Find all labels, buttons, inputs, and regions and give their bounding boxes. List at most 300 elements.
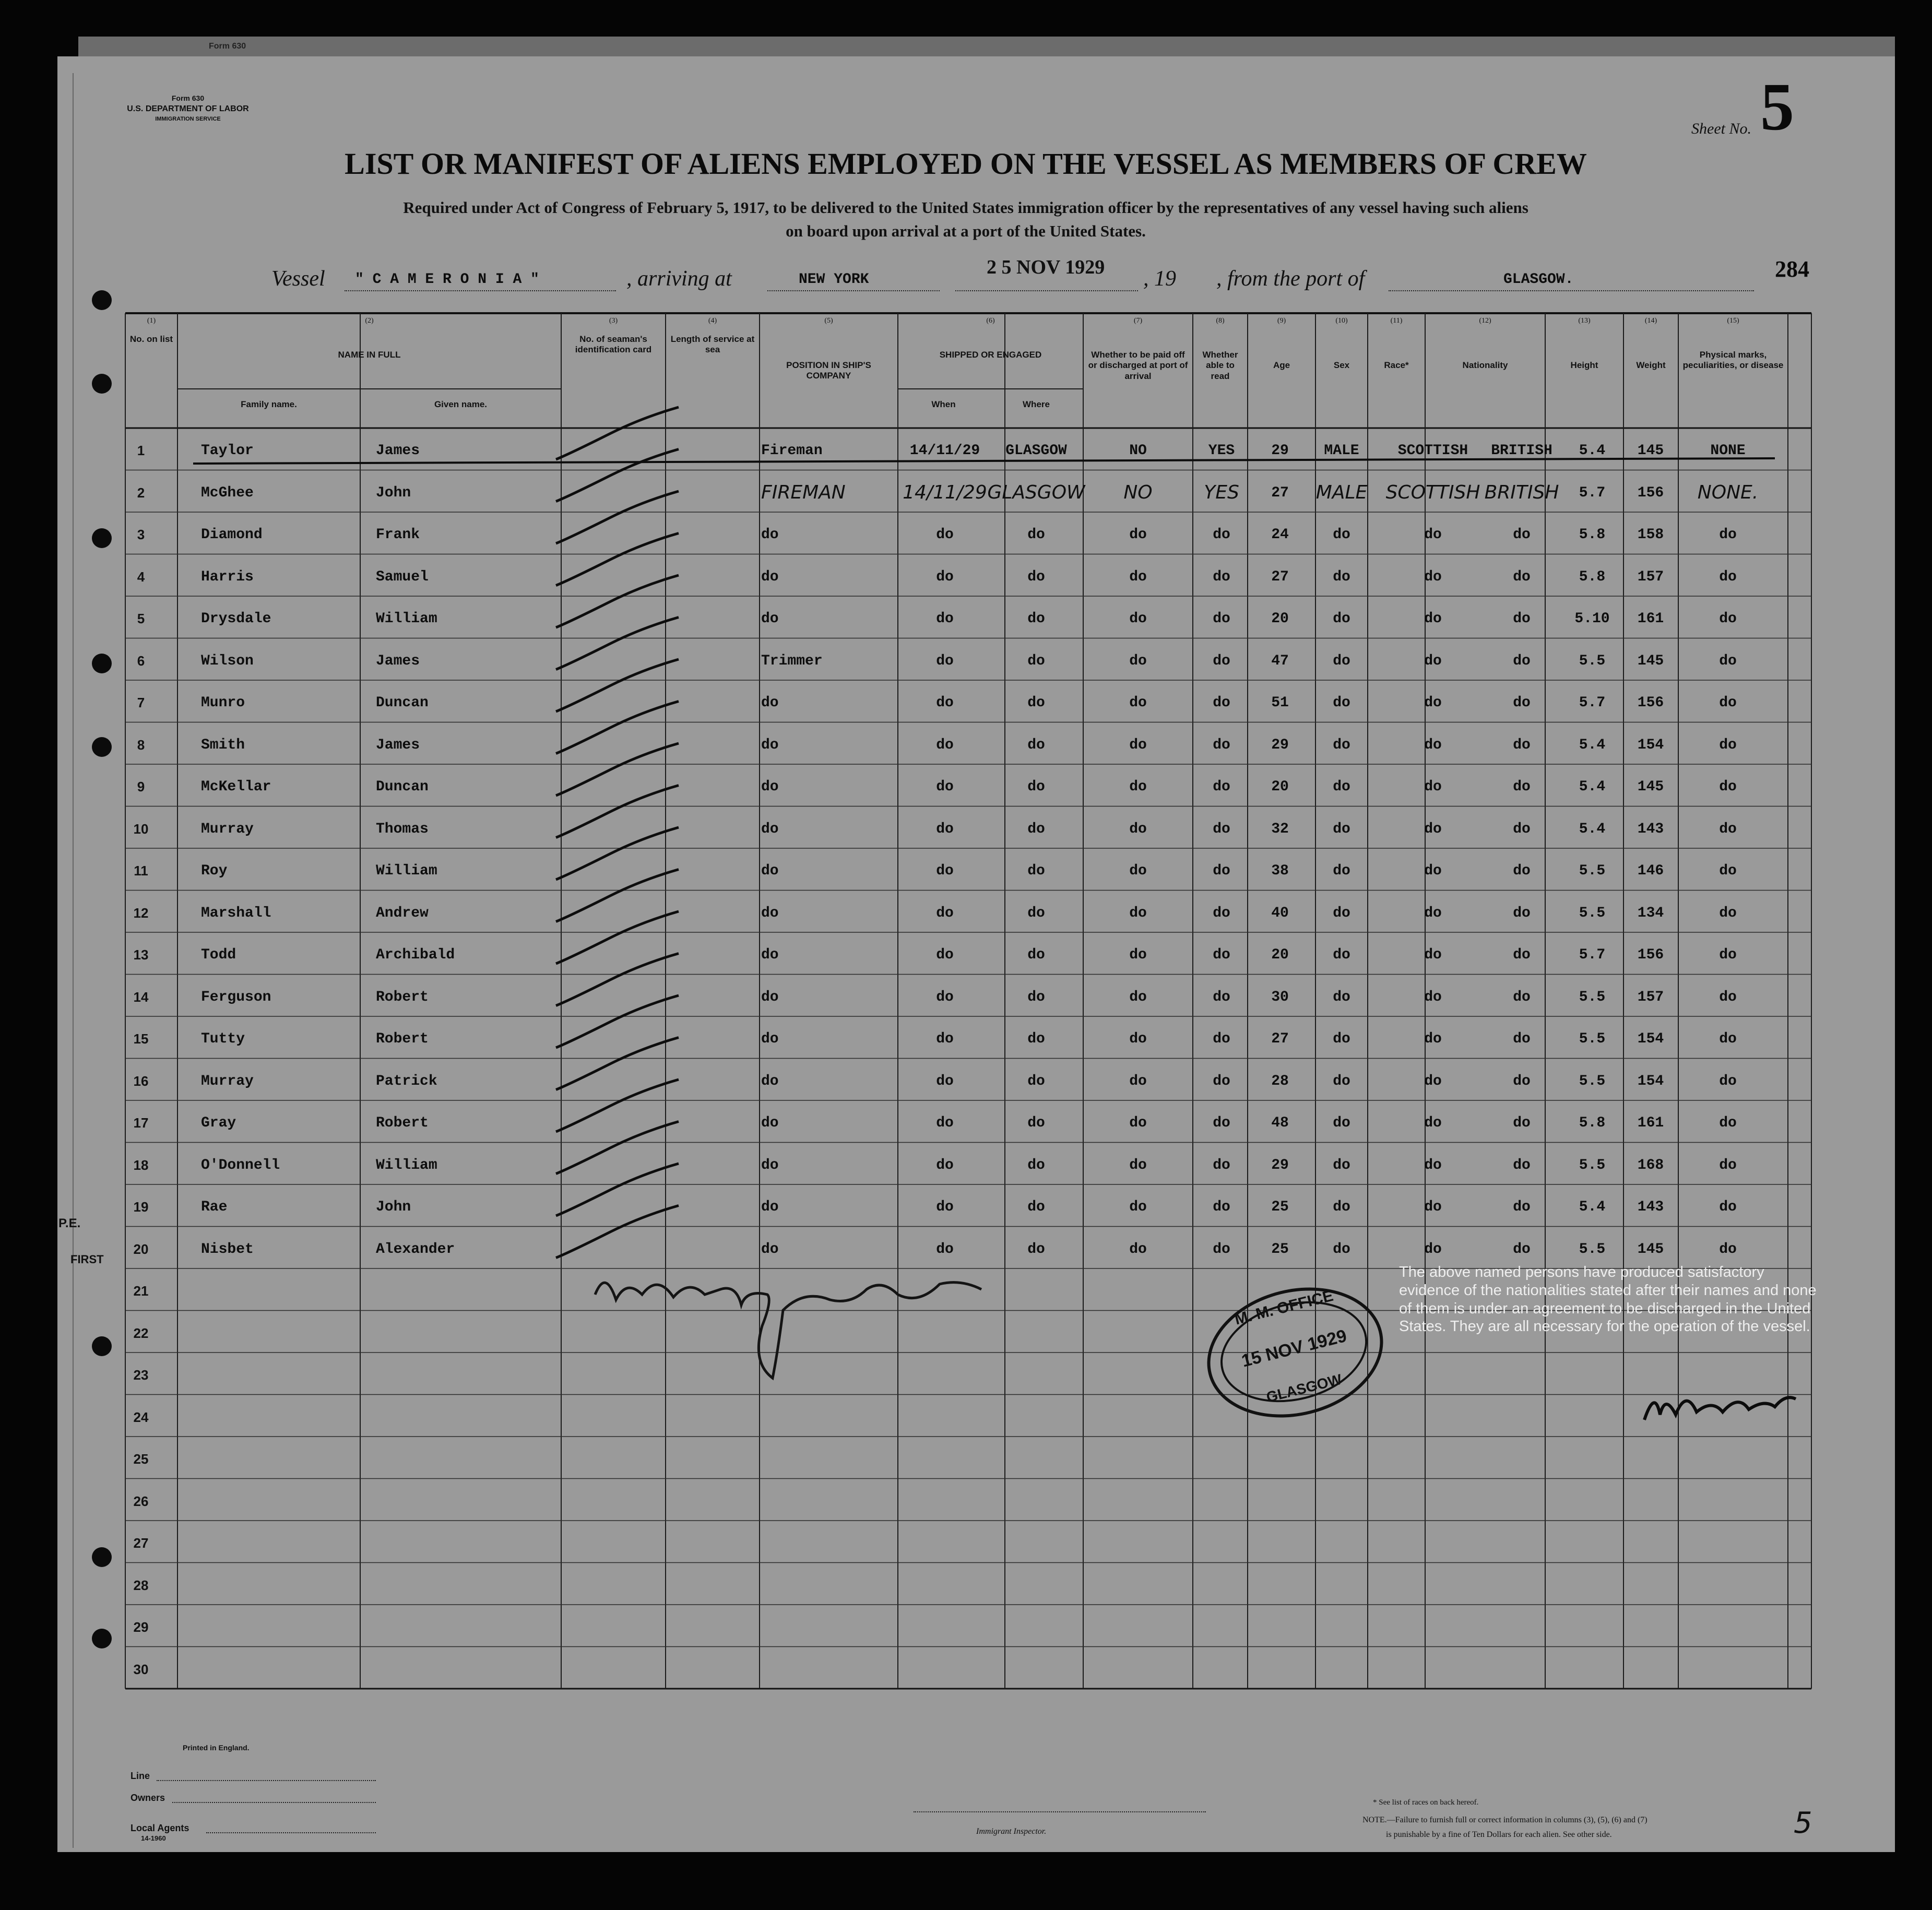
cell-paid: do — [1129, 1073, 1147, 1089]
cell-sex: do — [1333, 779, 1350, 795]
cell-position: do — [761, 821, 779, 837]
cell-when: do — [936, 1241, 954, 1257]
cell-nationality: do — [1513, 737, 1531, 753]
cell-marks: do — [1719, 737, 1737, 753]
cell-no: 11 — [134, 863, 148, 879]
card-check-mark — [556, 1206, 679, 1258]
cell-no: 5 — [137, 611, 145, 626]
cell-sex: do — [1333, 821, 1350, 837]
cell-where: do — [1027, 527, 1045, 543]
cell-nationality: do — [1513, 1199, 1531, 1215]
empty-row-number: 23 — [133, 1367, 149, 1383]
cell-sex: do — [1333, 905, 1350, 921]
cell-when: do — [936, 653, 954, 669]
cell-sex: do — [1333, 1073, 1350, 1089]
cell-where: do — [1027, 1073, 1045, 1089]
cell-paid: NO — [1129, 443, 1147, 459]
cell-sex: MALE — [1324, 443, 1359, 459]
cell-age: 32 — [1271, 821, 1289, 837]
cell-no: 7 — [137, 695, 145, 710]
cell-when: do — [936, 863, 954, 879]
cell-given: Andrew — [376, 905, 429, 921]
cell-age: 27 — [1271, 1031, 1289, 1047]
cell-where: do — [1027, 653, 1045, 669]
cell-height: 5.4 — [1579, 821, 1606, 837]
local-agents-label: Local Agents — [131, 1823, 189, 1833]
cell-sex: do — [1333, 1031, 1350, 1047]
cell-sex: do — [1333, 653, 1350, 669]
cell-where: do — [1027, 695, 1045, 711]
declaration-text: The above named persons have produced satisfactory evidence of the nationalities stated after their names and none of them is under an agreement to be discharged in the United States. They are all necessary for the operation of the vessel. — [1399, 1264, 1817, 1335]
cell-position: do — [761, 947, 779, 963]
cell-read: do — [1213, 1031, 1230, 1047]
card-check-mark — [556, 1038, 679, 1090]
cell-height: 5.5 — [1579, 989, 1606, 1005]
cell-read: do — [1213, 905, 1230, 921]
card-check-mark — [556, 533, 679, 586]
cell-sex: do — [1333, 947, 1350, 963]
cell-age: 20 — [1271, 611, 1289, 627]
column-number: (1) — [147, 317, 156, 325]
cell-when: do — [936, 1031, 954, 1047]
card-check-mark — [556, 1122, 679, 1174]
cell-marks: do — [1719, 1073, 1737, 1089]
cell-weight: 134 — [1637, 905, 1664, 921]
cell-position: do — [761, 905, 779, 921]
cell-given: Duncan — [376, 779, 429, 795]
column-header: NAME IN FULL — [338, 350, 401, 360]
cell-nationality: do — [1513, 1073, 1531, 1089]
card-check-mark — [556, 954, 679, 1006]
stamp-bottom-text: GLASGOW — [1264, 1371, 1344, 1406]
cell-position: do — [761, 568, 779, 585]
column-header: Length of service at sea — [670, 334, 755, 355]
cell-age: 29 — [1271, 737, 1289, 753]
cell-no: 19 — [133, 1199, 149, 1215]
cell-marks: do — [1719, 905, 1737, 921]
column-header: SHIPPED OR ENGAGED — [939, 350, 1042, 360]
cell-marks: do — [1719, 653, 1737, 669]
cell-no: 8 — [137, 737, 145, 753]
cell-sex: do — [1333, 989, 1350, 1005]
cell-weight: 145 — [1637, 779, 1664, 795]
cell-position: do — [761, 1157, 779, 1173]
cell-where: GLASGOW — [1005, 443, 1067, 459]
cell-marks: do — [1719, 989, 1737, 1005]
cell-weight: 154 — [1637, 737, 1664, 753]
column-number: (13) — [1578, 317, 1591, 325]
cell-age: 28 — [1271, 1073, 1289, 1089]
vessel-name: " C A M E R O N I A " — [355, 271, 539, 288]
cell-no: 16 — [133, 1073, 149, 1089]
printed-in-note: Printed in England. — [183, 1743, 250, 1752]
cell-where: do — [1027, 905, 1045, 921]
cell-when: do — [936, 737, 954, 753]
cell-weight: 158 — [1637, 527, 1664, 543]
column-header: Whether to be paid off or discharged at port of arrival — [1088, 350, 1188, 381]
cell-read: do — [1213, 947, 1230, 963]
cell-family: Harris — [201, 568, 254, 585]
master-signature — [1639, 1378, 1806, 1436]
cell-nationality: do — [1513, 695, 1531, 711]
cell-given: James — [376, 737, 420, 753]
cell-weight: 154 — [1637, 1031, 1664, 1047]
cell-marks: do — [1719, 779, 1737, 795]
cell-race: do — [1424, 611, 1442, 627]
column-number: (12) — [1479, 317, 1491, 325]
cell-given: Robert — [376, 1115, 429, 1131]
cell-position: do — [761, 863, 779, 879]
card-check-mark — [556, 743, 679, 796]
column-number: (10) — [1335, 317, 1348, 325]
cell-read: do — [1213, 695, 1230, 711]
column-number: (3) — [609, 317, 618, 325]
cell-weight: 145 — [1637, 443, 1664, 459]
form-number: Form 630 — [171, 94, 205, 102]
cell-when: do — [936, 989, 954, 1005]
card-check-mark — [556, 870, 679, 922]
cell-paid: do — [1129, 527, 1147, 543]
cell-position: do — [761, 1073, 779, 1089]
cell-where: GLASGOW — [987, 481, 1085, 503]
cell-weight: 157 — [1637, 568, 1664, 585]
cell-where: do — [1027, 821, 1045, 837]
cell-paid: NO — [1123, 481, 1153, 503]
column-header: No. on list — [129, 334, 173, 344]
cell-read: YES — [1208, 443, 1235, 459]
arriving-label: , arriving at — [626, 267, 732, 291]
cell-read: do — [1213, 1115, 1230, 1131]
cell-race: do — [1424, 1115, 1442, 1131]
column-header: Age — [1273, 360, 1290, 370]
cell-given: James — [376, 653, 420, 669]
cell-when: 14/11/29 — [903, 481, 987, 503]
cell-position: do — [761, 695, 779, 711]
cell-no: 4 — [137, 568, 145, 585]
cell-height: 5.4 — [1579, 443, 1606, 459]
cell-marks: do — [1719, 1115, 1737, 1131]
cell-nationality: do — [1513, 905, 1531, 921]
cell-when: do — [936, 1115, 954, 1131]
cell-race: do — [1424, 527, 1442, 543]
cell-read: do — [1213, 568, 1230, 585]
cell-weight: 146 — [1637, 863, 1664, 879]
cell-position: Trimmer — [761, 653, 823, 669]
cell-nationality: do — [1513, 821, 1531, 837]
cell-height: 5.5 — [1579, 1241, 1606, 1257]
line-label: Line — [131, 1771, 150, 1781]
cell-position: do — [761, 989, 779, 1005]
cell-family: Smith — [201, 737, 245, 753]
arrival-date-stamp: 2 5 NOV 1929 — [987, 256, 1105, 278]
empty-row-number: 27 — [133, 1535, 149, 1551]
cell-sex: do — [1333, 568, 1350, 585]
cell-nationality: do — [1513, 779, 1531, 795]
margin-mark-pe: P.E. — [58, 1216, 81, 1230]
cell-marks: do — [1719, 863, 1737, 879]
cell-position: do — [761, 527, 779, 543]
cell-nationality: BRITISH — [1484, 481, 1559, 503]
cell-weight: 156 — [1637, 695, 1664, 711]
column-header: No. of seaman's identification card — [575, 334, 652, 355]
nationality-declaration — [1399, 1263, 1817, 1336]
cell-given: Thomas — [376, 821, 429, 837]
card-check-mark — [556, 911, 679, 964]
cell-position: Fireman — [761, 443, 823, 459]
from-port-label: , from the port of — [1216, 267, 1365, 291]
cell-sex: do — [1333, 1199, 1350, 1215]
cell-no: 3 — [137, 527, 145, 542]
cell-race: do — [1424, 568, 1442, 585]
column-header: Physical marks, peculiarities, or disease — [1682, 350, 1784, 371]
cell-position: do — [761, 1031, 779, 1047]
cell-weight: 156 — [1637, 947, 1664, 963]
cell-read: do — [1213, 863, 1230, 879]
card-check-mark — [556, 995, 679, 1048]
cell-nationality: do — [1513, 1115, 1531, 1131]
cell-race: do — [1424, 695, 1442, 711]
cell-given: Samuel — [376, 568, 429, 585]
cell-when: do — [936, 1199, 954, 1215]
cell-age: 40 — [1271, 905, 1289, 921]
cell-nationality: do — [1513, 1031, 1531, 1047]
cell-race: do — [1424, 653, 1442, 669]
underlying-form-number: Form 630 — [209, 42, 246, 51]
cell-race: do — [1424, 863, 1442, 879]
cell-race: do — [1424, 947, 1442, 963]
card-check-mark — [556, 659, 679, 711]
cell-position: do — [761, 1115, 779, 1131]
column-header: Nationality — [1462, 360, 1508, 370]
margin-mark-first: FIRST — [70, 1253, 104, 1266]
cell-height: 5.4 — [1579, 737, 1606, 753]
column-number: (4) — [708, 317, 717, 325]
cell-family: Murray — [201, 1073, 254, 1089]
cell-family: McKellar — [201, 779, 271, 795]
form-subtitle-line1: Required under Act of Congress of February 5, 1917, to be delivered to the United States immigration officer by the representatives of any vessel having such aliens — [403, 198, 1528, 217]
cell-read: do — [1213, 1241, 1230, 1257]
cell-height: 5.5 — [1579, 1031, 1606, 1047]
cell-sex: do — [1333, 737, 1350, 753]
cell-race: do — [1424, 1241, 1442, 1257]
cell-weight: 145 — [1637, 1241, 1664, 1257]
cell-when: do — [936, 821, 954, 837]
cell-age: 20 — [1271, 779, 1289, 795]
cell-given: Patrick — [376, 1073, 437, 1089]
cell-weight: 157 — [1637, 989, 1664, 1005]
cell-nationality: do — [1513, 989, 1531, 1005]
arrival-port: NEW YORK — [799, 271, 869, 288]
cell-where: do — [1027, 568, 1045, 585]
cell-sex: do — [1333, 1241, 1350, 1257]
cell-weight: 154 — [1637, 1073, 1664, 1089]
cell-no: 17 — [133, 1115, 149, 1131]
column-number: (9) — [1277, 317, 1286, 325]
cell-paid: do — [1129, 821, 1147, 837]
cell-given: William — [376, 611, 437, 627]
cell-sex: do — [1333, 611, 1350, 627]
cell-when: do — [936, 779, 954, 795]
cell-no: 2 — [137, 484, 145, 501]
cell-marks: do — [1719, 527, 1737, 543]
cell-read: do — [1213, 821, 1230, 837]
cell-family: Ferguson — [201, 989, 271, 1005]
empty-row-number: 29 — [133, 1619, 149, 1635]
cell-sex: MALE — [1315, 481, 1368, 503]
page-reference: 284 — [1775, 256, 1809, 282]
cell-given: Alexander — [376, 1241, 455, 1257]
form-subtitle-line2: on board upon arrival at a port of the United States. — [786, 222, 1146, 240]
stamp-top-text: M. M. OFFICE — [1232, 1287, 1335, 1328]
cell-height: 5.5 — [1579, 863, 1606, 879]
cell-marks: do — [1719, 947, 1737, 963]
handwritten-page-mark: 5 — [1794, 1806, 1812, 1840]
cell-marks: do — [1719, 568, 1737, 585]
cell-weight: 156 — [1637, 484, 1664, 501]
card-check-mark — [556, 1164, 679, 1216]
cell-height: 5.5 — [1579, 1073, 1606, 1089]
cell-family: Nisbet — [201, 1241, 254, 1257]
cell-where: do — [1027, 989, 1045, 1005]
cell-where: do — [1027, 1115, 1045, 1131]
column-header: When — [931, 399, 956, 409]
column-number: (8) — [1216, 317, 1225, 325]
cell-age: 51 — [1271, 695, 1289, 711]
cell-given: James — [376, 443, 420, 459]
cell-paid: do — [1129, 611, 1147, 627]
row-1-strikethrough — [193, 458, 1775, 464]
cell-marks: do — [1719, 1199, 1737, 1215]
column-header: Height — [1570, 360, 1598, 370]
empty-row-number: 28 — [133, 1577, 149, 1593]
cell-paid: do — [1129, 1241, 1147, 1257]
cell-position: do — [761, 1199, 779, 1215]
column-number: (6) — [986, 317, 995, 325]
cell-position: FIREMAN — [761, 481, 846, 503]
column-header: Whether able to read — [1202, 350, 1238, 381]
cell-position: do — [761, 1241, 779, 1257]
cell-given: Robert — [376, 989, 429, 1005]
cell-paid: do — [1129, 737, 1147, 753]
form-code: 14-1960 — [141, 1834, 166, 1842]
cell-height: 5.4 — [1579, 779, 1606, 795]
vessel-label: Vessel — [271, 267, 325, 291]
penalty-note-line1: NOTE.—Failure to furnish full or correct information in columns (3), (5), (6) and (7) — [1362, 1816, 1647, 1824]
card-check-mark — [556, 827, 679, 880]
cell-height: 5.8 — [1579, 527, 1606, 543]
cell-sex: do — [1333, 695, 1350, 711]
cell-sex: do — [1333, 1157, 1350, 1173]
cell-nationality: do — [1513, 653, 1531, 669]
cell-nationality: do — [1513, 1157, 1531, 1173]
cell-paid: do — [1129, 1031, 1147, 1047]
column-number: (15) — [1727, 317, 1739, 325]
cell-when: do — [936, 947, 954, 963]
cell-family: Diamond — [201, 527, 263, 543]
cell-when: do — [936, 1073, 954, 1089]
cell-where: do — [1027, 779, 1045, 795]
column-header: POSITION IN SHIP'S COMPANY — [786, 360, 871, 381]
cell-given: Robert — [376, 1031, 429, 1047]
empty-row-number: 26 — [133, 1493, 149, 1509]
cell-sex: do — [1333, 527, 1350, 543]
cell-where: do — [1027, 1031, 1045, 1047]
column-number: (2) — [365, 317, 374, 325]
cell-race: do — [1424, 737, 1442, 753]
cell-paid: do — [1129, 989, 1147, 1005]
cell-race: do — [1424, 1199, 1442, 1215]
cell-no: 1 — [137, 443, 145, 458]
cell-given: John — [376, 484, 411, 501]
cell-no: 13 — [133, 947, 149, 963]
cell-marks: do — [1719, 1241, 1737, 1257]
cell-when: do — [936, 527, 954, 543]
cell-when: do — [936, 695, 954, 711]
card-check-mark — [556, 449, 679, 502]
cell-read: do — [1213, 779, 1230, 795]
cell-read: do — [1213, 737, 1230, 753]
cell-age: 25 — [1271, 1241, 1289, 1257]
cell-family: Murray — [201, 821, 254, 837]
cell-when: do — [936, 568, 954, 585]
cell-marks: do — [1719, 821, 1737, 837]
cell-family: Drysdale — [201, 611, 271, 627]
empty-row-number: 22 — [133, 1325, 149, 1341]
cell-given: Archibald — [376, 947, 455, 963]
cell-weight: 161 — [1637, 1115, 1664, 1131]
cell-paid: do — [1129, 695, 1147, 711]
service-label: IMMIGRATION SERVICE — [155, 116, 221, 122]
cell-where: do — [1027, 947, 1045, 963]
cell-read: do — [1213, 527, 1230, 543]
penalty-note-line2: is punishable by a fine of Ten Dollars for each alien. See other side. — [1386, 1830, 1612, 1839]
race-footnote: * See list of races on back hereof. — [1373, 1798, 1479, 1807]
cell-when: do — [936, 905, 954, 921]
cell-height: 5.7 — [1579, 484, 1606, 501]
cell-position: do — [761, 737, 779, 753]
cell-where: do — [1027, 611, 1045, 627]
year-label: , 19 — [1143, 267, 1176, 291]
cell-height: 5.5 — [1579, 905, 1606, 921]
cell-when: do — [936, 611, 954, 627]
cell-position: do — [761, 779, 779, 795]
cell-no: 15 — [133, 1031, 149, 1047]
cell-height: 5.7 — [1579, 947, 1606, 963]
cell-height: 5.5 — [1579, 653, 1606, 669]
cell-nationality: do — [1513, 947, 1531, 963]
sheet-label: Sheet No. — [1691, 120, 1751, 137]
column-header: Given name. — [434, 399, 488, 409]
cell-family: Wilson — [201, 653, 254, 669]
column-header: Where — [1023, 399, 1050, 409]
cell-paid: do — [1129, 905, 1147, 921]
cell-no: 20 — [133, 1241, 149, 1257]
cell-paid: do — [1129, 568, 1147, 585]
cell-where: do — [1027, 1199, 1045, 1215]
cell-age: 24 — [1271, 527, 1289, 543]
department-label: U.S. DEPARTMENT OF LABOR — [127, 104, 249, 113]
cell-sex: do — [1333, 1115, 1350, 1131]
cell-when: 14/11/29 — [909, 443, 980, 459]
cell-race: do — [1424, 989, 1442, 1005]
cell-when: do — [936, 1157, 954, 1173]
cell-read: do — [1213, 1073, 1230, 1089]
cell-age: 29 — [1271, 1157, 1289, 1173]
cell-paid: do — [1129, 653, 1147, 669]
cell-weight: 161 — [1637, 611, 1664, 627]
cell-weight: 143 — [1637, 1199, 1664, 1215]
cell-marks: do — [1719, 611, 1737, 627]
